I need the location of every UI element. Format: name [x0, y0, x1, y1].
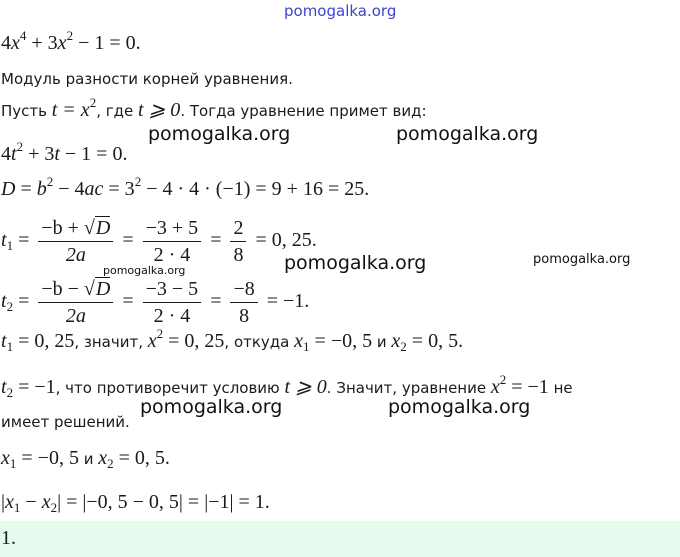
- text: Пусть: [1, 102, 52, 120]
- case-t1: $t_1 = 0$, 25, значит, $x^2 = 0$, 25, откуда $x_1 = -0$, 5 и $x_2 = 0$, 5.: [1, 326, 464, 354]
- power: 2: [89, 95, 97, 110]
- power: 2: [16, 139, 24, 154]
- root-t2: $t_2$ = $\frac{-b - √D}{2a}$ = $\frac{-3 - 5}{2 \cdot 4}$ = $\frac{-8}{8}$ = −1.: [1, 278, 310, 327]
- var: ac: [84, 178, 104, 200]
- var: t: [1, 229, 7, 252]
- watermark-low-right[interactable]: pomogalka.org: [388, 396, 531, 418]
- text: . Тогда уравнение примет вид:: [180, 102, 427, 120]
- watermark-mid-right[interactable]: pomogalka.org: [396, 123, 539, 145]
- fraction: $\frac{-3 - 5}{2 \cdot 4}$: [143, 276, 202, 329]
- coef: 4: [1, 32, 11, 54]
- term: = 0, 25.: [250, 229, 317, 252]
- coef: 4: [1, 143, 11, 165]
- watermark-low-left[interactable]: pomogalka.org: [140, 396, 283, 418]
- power: 2: [46, 174, 54, 189]
- formula: t = x: [51, 99, 90, 121]
- t-equation: [1, 139, 128, 166]
- watermark-center[interactable]: pomogalka.org: [284, 252, 427, 274]
- section-heading: Модуль разности корней уравнения.: [1, 70, 293, 88]
- term: = −1.: [261, 290, 310, 313]
- term: =: [15, 178, 37, 200]
- case-t2: $t_2 = -1$, что противоречит условию t ⩾ 0. Значит, уравнение $x^2 = -1$ не: [1, 372, 573, 400]
- fraction: $\frac{-b + √D}{2a}$: [38, 215, 113, 268]
- power: 2: [134, 174, 142, 189]
- roots-line: $x_1 = -0$, 5 и $x_2 = 0$, 5.: [1, 447, 170, 471]
- var: x: [57, 32, 67, 54]
- text: , где: [96, 102, 138, 120]
- root-t1: $t_1$ = $\frac{-b + √D}{2a}$ = $\frac{-3 + 5}{2 \cdot 4}$ = $\frac{2}{8}$ = 0, 25.: [1, 217, 317, 266]
- term: − 4 · 4 · (−1) = 9 + 16 = 25.: [141, 178, 370, 200]
- fraction: $\frac{2}{8}$: [230, 215, 246, 268]
- index: 1: [6, 238, 14, 254]
- substitution-line: [1, 97, 427, 122]
- power: 4: [19, 28, 27, 43]
- term: = 3: [103, 178, 135, 200]
- answer-value: 1.: [1, 527, 16, 549]
- term: + 3: [23, 143, 55, 165]
- var: b: [36, 178, 47, 200]
- fraction: $\frac{-8}{8}$: [230, 276, 257, 329]
- fraction: $\frac{-3 + 5}{2 \cdot 4}$: [143, 215, 202, 268]
- var: x: [11, 32, 20, 54]
- index: 2: [6, 299, 14, 315]
- watermark-small[interactable]: pomogalka.org: [103, 264, 186, 277]
- watermark-mid-left[interactable]: pomogalka.org: [148, 123, 291, 145]
- watermark-top[interactable]: pomogalka.org: [284, 2, 397, 20]
- term: − 1 = 0.: [73, 32, 141, 54]
- modulus-line: $|x_1 - x_2| = |-0$, 5 − 0, 5| = |−1| = 1.: [1, 491, 270, 515]
- task-equation: [1, 28, 141, 55]
- watermark-right[interactable]: pomogalka.org: [533, 252, 631, 267]
- term: − 4: [53, 178, 85, 200]
- term: + 3: [26, 32, 58, 54]
- var: t: [54, 143, 60, 165]
- var: t: [1, 290, 7, 313]
- var: t: [11, 143, 17, 165]
- answer-box: [0, 521, 680, 557]
- discriminant-line: [1, 174, 370, 201]
- formula: t ⩾ 0: [137, 99, 181, 121]
- var: D: [1, 178, 16, 200]
- no-solutions-text: имеет решений.: [1, 413, 130, 431]
- term: − 1 = 0.: [59, 143, 128, 165]
- power: 2: [66, 28, 74, 43]
- fraction: $\frac{-b - √D}{2a}$: [38, 276, 113, 329]
